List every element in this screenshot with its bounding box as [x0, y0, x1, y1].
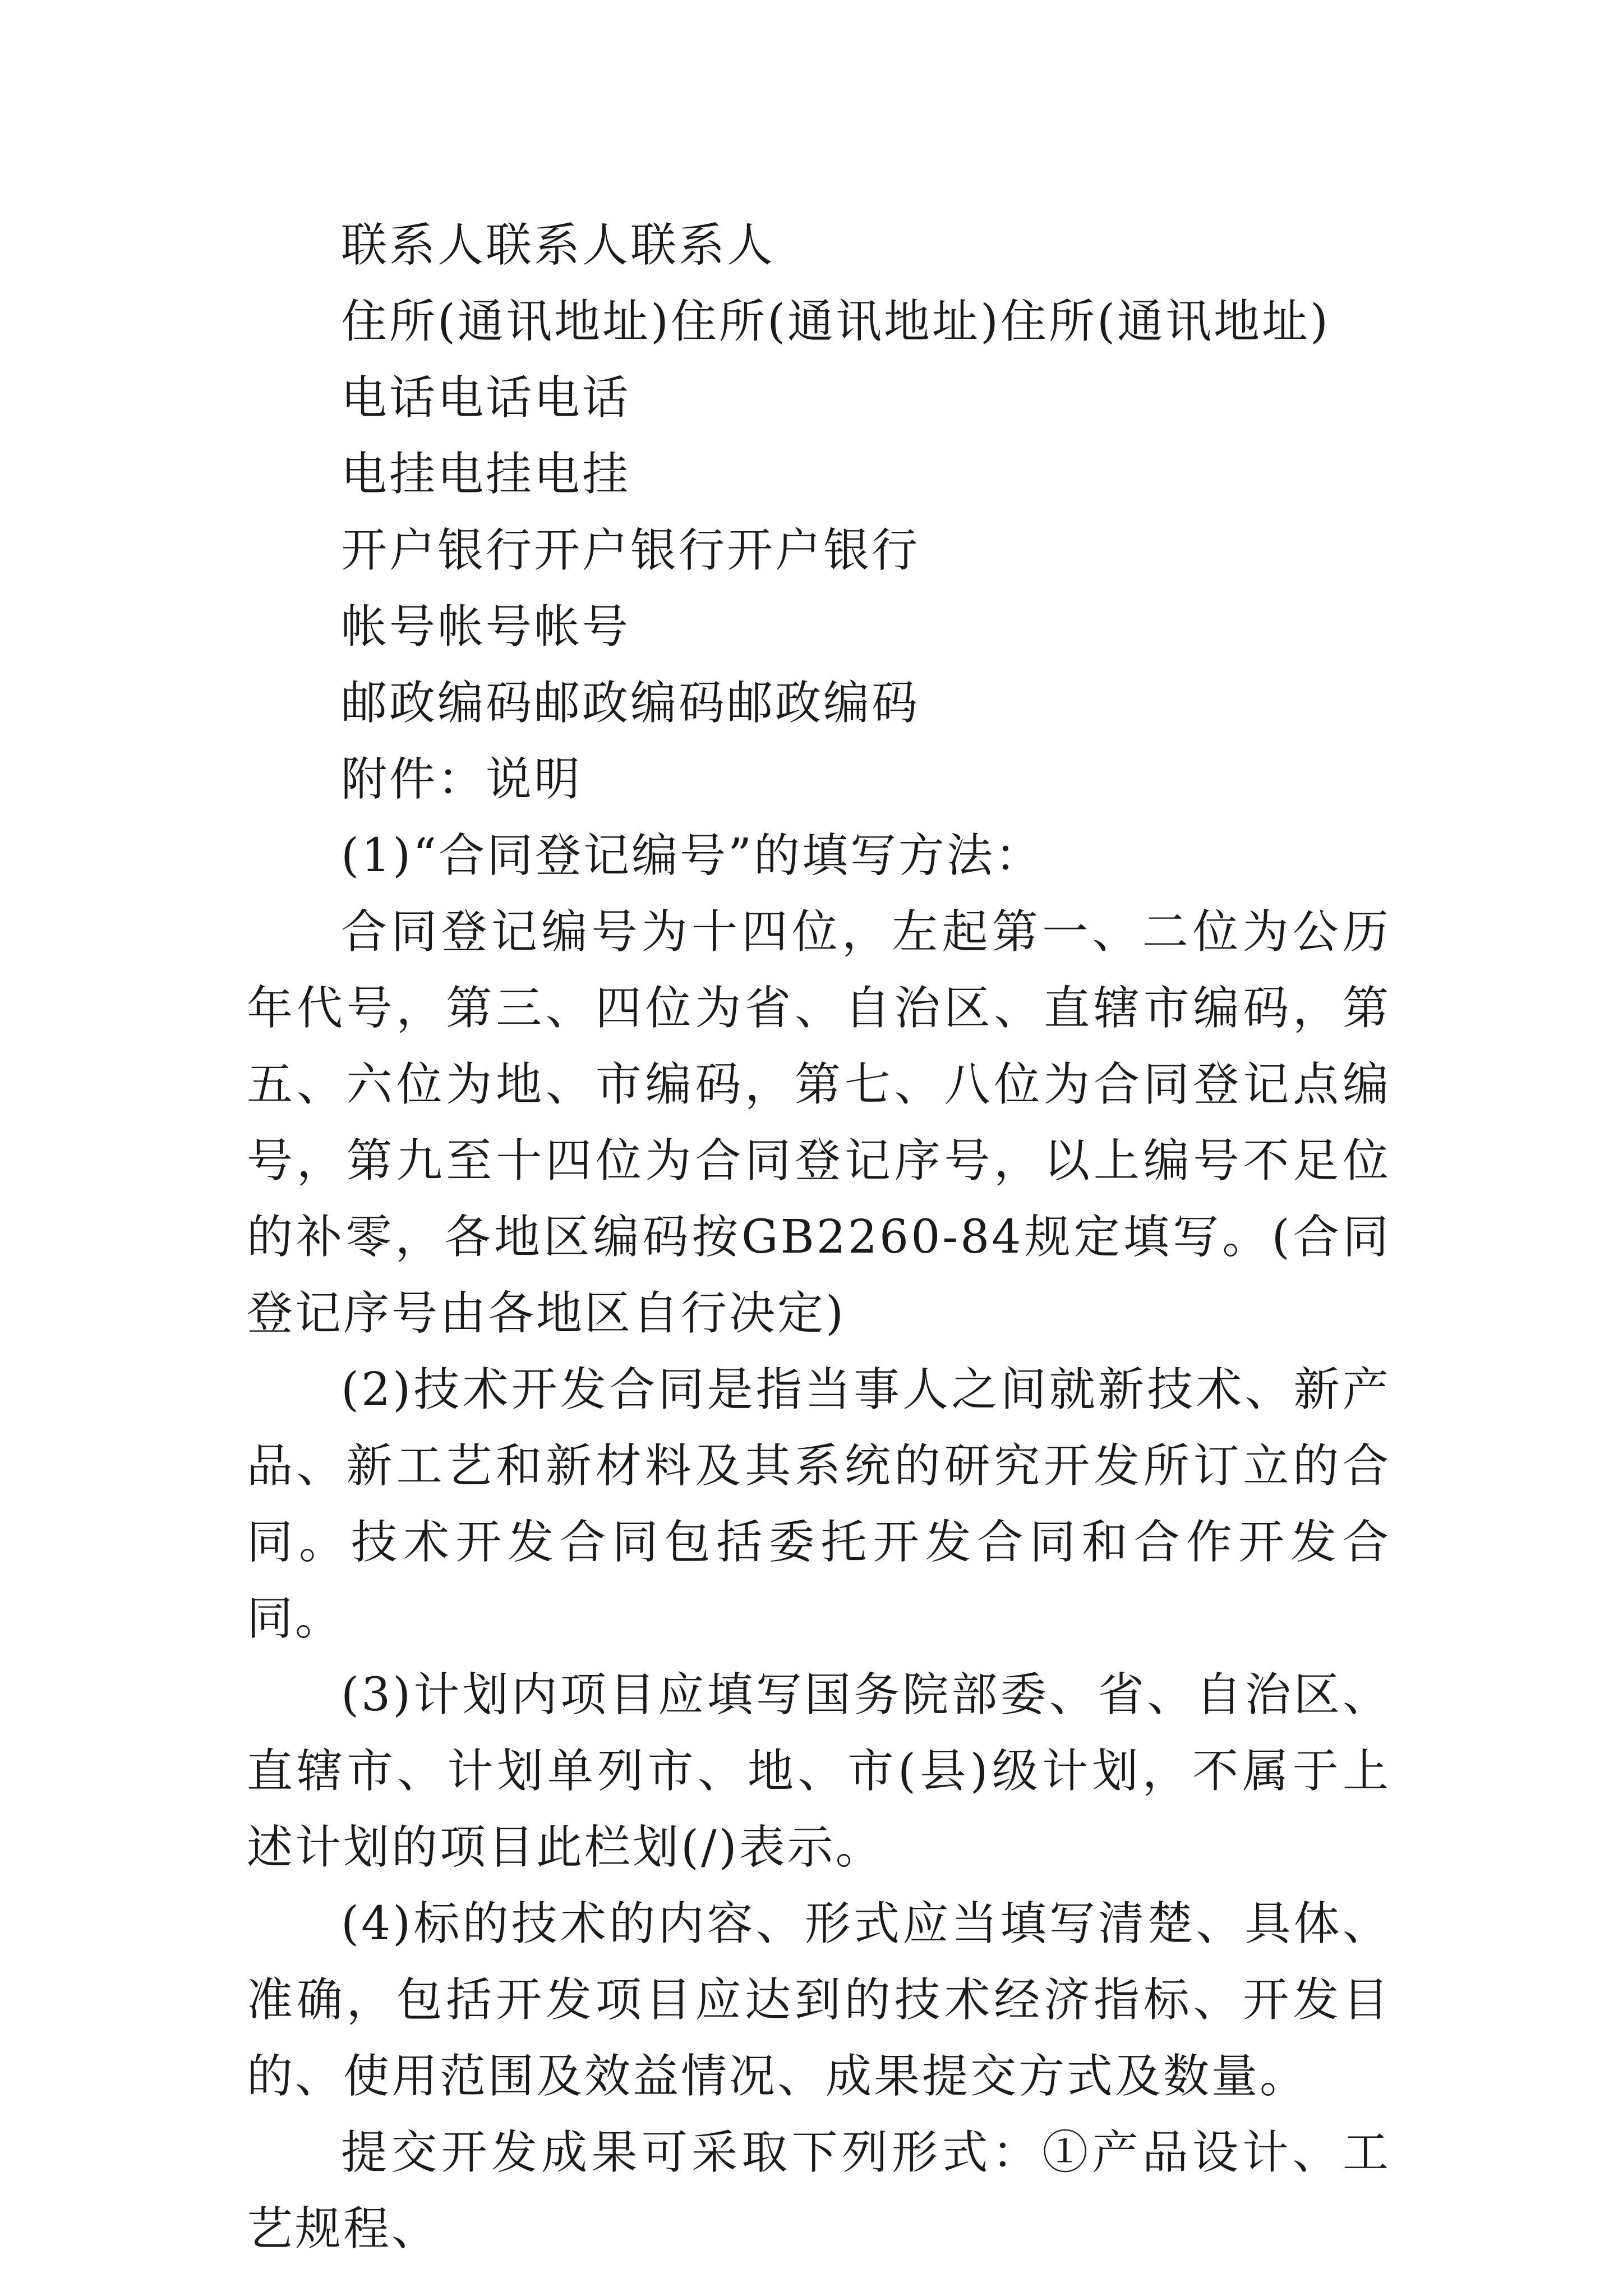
- address-line: 住所(通讯地址)住所(通讯地址)住所(通讯地址): [341, 295, 1330, 348]
- paragraph-registration-number: 合同登记编号为十四位，左起第一、二位为公历年代号，第三、四位为省、自治区、直辖市编码，第五、六位为地、市编码，第七、八位为合同登记点编号，第九至十四位为合同登记序号，以上编号不足位的补零，各地区编码按GB2260-84规定填写。(合同登记序号由各地区自行决定): [247, 905, 1391, 1340]
- paragraph-development-contract: (2)技术开发合同是指当事人之间就新技术、新产品、新工艺和新材料及其系统的研究开发所订立的合同。技术开发合同包括委托开发合同和合作开发合同。: [247, 1363, 1391, 1645]
- paragraph-deliverable-forms: 提交开发成果可采取下列形式：①产品设计、工艺规程、: [247, 2126, 1391, 2256]
- telephone-line: 电话电话电话: [341, 371, 631, 425]
- account-number-line: 帐号帐号帐号: [341, 600, 631, 654]
- section-heading-1: (1)“合同登记编号”的填写方法：: [341, 829, 1043, 882]
- paragraph-subject-technology: (4)标的技术的内容、形式应当填写清楚、具体、准确，包括开发项目应达到的技术经济指标、开发目的、使用范围及效益情况、成果提交方式及数量。: [247, 1897, 1391, 2103]
- paragraph-planned-projects: (3)计划内项目应填写国务院部委、省、自治区、直辖市、计划单列市、地、市(县)级计划，不属于上述计划的项目此栏划(/)表示。: [247, 1668, 1391, 1874]
- bank-line: 开户银行开户银行开户银行: [341, 524, 920, 577]
- contact-person-line: 联系人联系人联系人: [341, 219, 776, 272]
- postal-code-line: 邮政编码邮政编码邮政编码: [341, 677, 920, 730]
- document-body: [247, 208, 1391, 2267]
- telegraph-line: 电挂电挂电挂: [341, 448, 631, 501]
- attachment-heading: 附件：说明: [341, 753, 583, 806]
